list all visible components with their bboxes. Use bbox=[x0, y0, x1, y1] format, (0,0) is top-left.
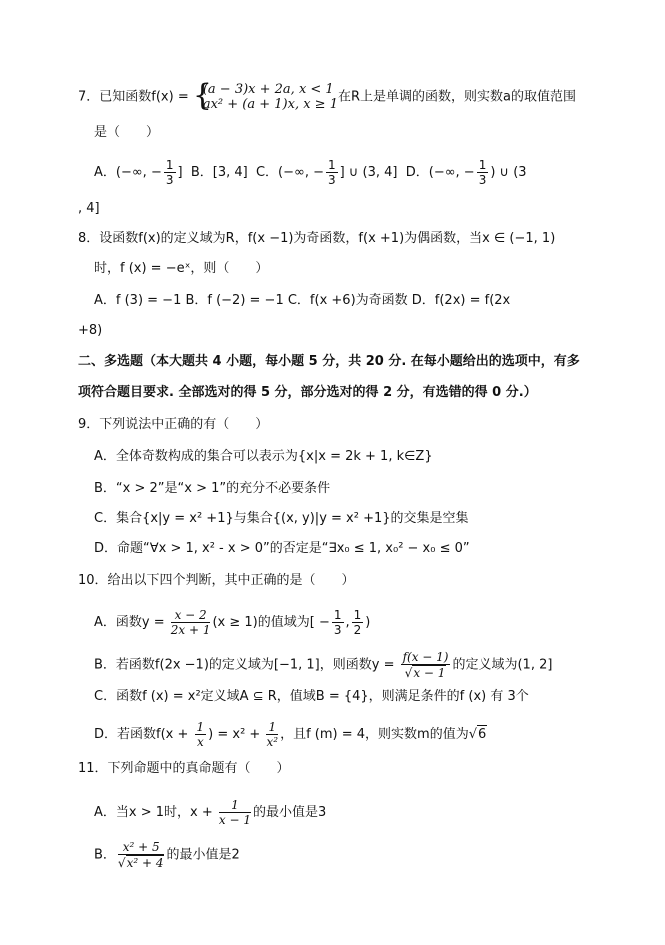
q7-option-c: C．(−∞, − $\frac{1}{3}$ ] ∪ (3, 4] bbox=[255, 158, 398, 187]
q7-prefix: 7．已知函数f(x) = bbox=[78, 89, 193, 105]
q7-option-d: D．(−∞, − $\frac{1}{3}$ ) ∪ (3 bbox=[405, 158, 527, 187]
q9-option-c: C．集合{x|y = x² +1}与集合{(x, y)|y = x² +1}的交集是空集 bbox=[94, 511, 469, 526]
q9-option-b: B．“x > 2”是“x > 1”的充分不必要条件 bbox=[94, 481, 331, 496]
q8-options: A．f (3) = −1 B．f (−2) = −1 C．f(x +6)为奇函数 D．f(2x) = f(2x bbox=[94, 293, 511, 308]
q7-options bbox=[94, 158, 527, 187]
q10-stem: 10．给出以下四个判断，其中正确的是（ ） bbox=[78, 573, 355, 588]
q7-option-a: A．(−∞, − $\frac{1}{3}$ ] bbox=[94, 158, 183, 187]
q7-stem-cont: 是（ ） bbox=[94, 125, 160, 140]
q8-options-wrap: +8) bbox=[78, 323, 103, 338]
q11-option-a: A．当x > 1时，x + $\frac{1}{x - 1}$ 的最小值是3 bbox=[94, 798, 327, 827]
q10-option-c: C．函数f (x) = x²定义域A ⊆ R，值域B = {4}，则满足条件的f (x) 有 3个 bbox=[94, 689, 529, 704]
q11-stem: 11．下列命题中的真命题有（ ） bbox=[78, 761, 290, 776]
q7-suffix: 在R上是单调的函数，则实数a的取值范围 bbox=[337, 89, 576, 105]
q11-option-b: B． $\frac{\text{x² + 5}}{\text{√x² + 4}}$ 的最小值是2 bbox=[94, 840, 240, 870]
q7-stem bbox=[78, 78, 576, 113]
q10-option-a: A．函数y = $\frac{x - 2}{2x + 1}$ (x ≥ 1)的值域为[ − $\frac{1}{3}$ , $\frac{1}{2}$ ) bbox=[94, 608, 371, 637]
q7-case1: (a − 3)x + 2a, x < 1 bbox=[202, 82, 334, 97]
q7-option-b: B．[3, 4] bbox=[190, 165, 248, 180]
section2-heading-line1: 二、多选题（本大题共 4 小题，每小题 5 分，共 20 分. 在每小题给出的选项中，有多 bbox=[78, 354, 580, 369]
q9-option-a: A．全体奇数构成的集合可以表示为{x|x = 2k + 1, k∈Z} bbox=[94, 449, 433, 464]
q10-option-b: B．若函数f(2x −1)的定义域为[−1, 1]，则函数y = $\frac{f(x - 1)}{√x - 1}$ 的定义域为(1, 2] bbox=[94, 650, 553, 680]
q7-option-d-wrap: , 4] bbox=[78, 201, 100, 216]
q7-piecewise: { (a − 3)x + 2a, x < 1 ax² + (a + 1)x, x ≥ 1 bbox=[192, 78, 338, 113]
q10-option-d: D．若函数f(x + $\frac{1}{x}$ ) = x² + $\frac{1}{\text{x²}}$ ，且f (m) = 4，则实数m的值为√6 bbox=[94, 720, 487, 749]
q7-case2: ax² + (a + 1)x, x ≥ 1 bbox=[202, 97, 338, 112]
q8-stem: 8．设函数f(x)的定义域为R，f(x −1)为奇函数，f(x +1)为偶函数，当x ∈ (−1, 1) bbox=[78, 231, 556, 246]
q8-stem-cont: 时，f (x) = −eˣ，则（ ） bbox=[94, 261, 269, 276]
q9-option-d: D．命题“∀x > 1, x² - x > 0”的否定是“∃x₀ ≤ 1, x₀² − x₀ ≤ 0” bbox=[94, 541, 470, 556]
q9-stem: 9．下列说法中正确的有（ ） bbox=[78, 417, 269, 432]
section2-heading-line2: 项符合题目要求. 全部选对的得 5 分，部分选对的得 2 分，有选错的得 0 分.） bbox=[78, 385, 537, 400]
